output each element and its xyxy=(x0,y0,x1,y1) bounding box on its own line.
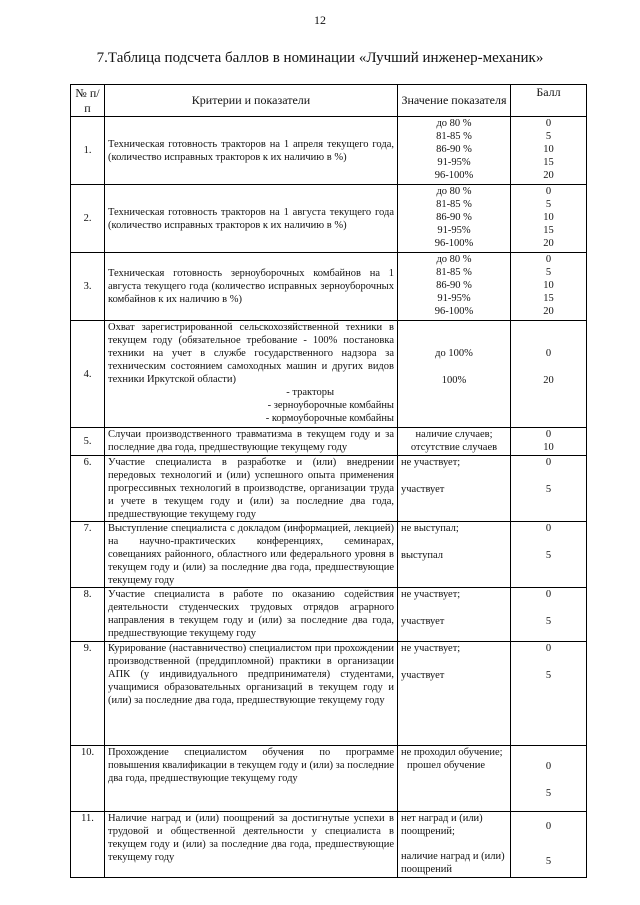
score-item: 5 xyxy=(545,788,552,799)
row-criteria: Прохождение специалистом обучения по программе повышения квалификации в текущем году и (или) за последние два года, предшествующие текущему году xyxy=(105,746,398,812)
score-item: 5 xyxy=(545,131,552,142)
value-item: не выступал; xyxy=(401,523,459,534)
value-item: выступал xyxy=(401,550,443,561)
row-number: 7. xyxy=(71,522,105,588)
row-criteria: Участие специалиста в разработке и (или) внедрении передовых технологий и (или) успешного опыта применения прогрессивных технологий в производстве, организации труда и учете в текущем году и (или) за последние два года, предшествующие текущему году xyxy=(105,456,398,522)
sub-item: - кормоуборочные комбайны xyxy=(265,413,394,424)
page-title: 7.Таблица подсчета баллов в номинации «Лучший инженер-механик» xyxy=(96,50,544,66)
row-scores xyxy=(511,185,587,253)
row-criteria: Курирование (наставничество) специалистом при прохождении производственной (преддипломной) практики в организации АПК (у индивидуального предпринимателя) студентами, учащимися образовательных организаций в текущем году и (или) за последние два года, предшествующие текущему году xyxy=(105,642,398,746)
row-criteria-cell xyxy=(105,321,398,428)
table-row xyxy=(71,253,587,321)
table-row xyxy=(71,746,587,812)
score-item: 5 xyxy=(545,267,552,278)
row-criteria: Техническая готовность тракторов на 1 апреля текущего года, (количество исправных тракторов к их наличию в %) xyxy=(105,117,398,185)
row-scores xyxy=(511,117,587,185)
score-item: 5 xyxy=(545,550,552,561)
row-number: 11. xyxy=(71,812,105,878)
header-value: Значение показателя xyxy=(398,85,511,117)
sub-item: - тракторы xyxy=(286,387,334,398)
score-item: 0 xyxy=(545,589,552,600)
score-item: 10 xyxy=(543,212,554,223)
value-item: 81-85 % xyxy=(436,131,472,142)
row-number: 6. xyxy=(71,456,105,522)
value-item: наличие наград и (или) поощрений xyxy=(401,851,505,875)
value-item: 86-90 % xyxy=(436,144,472,155)
score-item: 0 xyxy=(545,429,552,440)
value-item: 91-95% xyxy=(437,225,471,236)
value-item: до 100% xyxy=(435,348,473,359)
row-scores xyxy=(511,642,587,746)
header-score: Балл xyxy=(511,85,587,117)
score-item: 0 xyxy=(545,821,552,832)
row-scores xyxy=(511,456,587,522)
value-item: участвует xyxy=(401,616,445,627)
row-criteria: Охват зарегистрированной сельскохозяйственной техники в текущем году (обязательное требование - 100% постановка техники на учет в службе государственного надзора за техническим состоянием самоходных машин и других видов техники Иркутской области) xyxy=(108,322,394,385)
score-item: 5 xyxy=(545,670,552,681)
row-values xyxy=(398,185,511,253)
value-item: 100% xyxy=(441,375,467,386)
score-item: 5 xyxy=(545,484,552,495)
value-item: наличие случаев; xyxy=(415,429,493,440)
score-item: 20 xyxy=(543,238,554,249)
row-scores xyxy=(511,746,587,812)
row-scores xyxy=(511,321,587,428)
page-number: 12 xyxy=(314,13,326,27)
row-scores xyxy=(511,522,587,588)
value-item: прошел обучение xyxy=(407,760,486,771)
table-row xyxy=(71,522,587,588)
score-item: 5 xyxy=(545,616,552,627)
score-item: 5 xyxy=(545,856,552,867)
score-item: 0 xyxy=(545,118,552,129)
value-item: не участвует; xyxy=(401,589,461,600)
score-item: 20 xyxy=(543,170,554,181)
row-criteria: Выступление специалиста с докладом (информацией, лекцией) на научно-практических конференциях, семинарах, совещаниях районного, областного или федерального уровня в текущем году и (или) за последние два года, предшествующие текущему году xyxy=(105,522,398,588)
value-item: не проходил обучение; xyxy=(401,747,503,758)
score-item: 0 xyxy=(545,348,552,359)
table-row xyxy=(71,185,587,253)
score-item: 15 xyxy=(543,157,554,168)
header-num: № п/п xyxy=(71,85,105,117)
table-row xyxy=(71,428,587,456)
score-item: 0 xyxy=(545,254,552,265)
row-criteria: Техническая готовность тракторов на 1 августа текущего года (количество исправных тракторов к их наличию в %) xyxy=(105,185,398,253)
row-values xyxy=(398,456,511,522)
row-values xyxy=(398,812,511,878)
score-item: 0 xyxy=(545,457,552,468)
score-item: 10 xyxy=(543,280,554,291)
row-values xyxy=(398,428,511,456)
score-item: 10 xyxy=(543,144,554,155)
table-row xyxy=(71,812,587,878)
row-number: 5. xyxy=(71,428,105,456)
score-item: 0 xyxy=(545,761,552,772)
value-item: участвует xyxy=(401,484,445,495)
row-scores xyxy=(511,428,587,456)
table-header-row xyxy=(71,85,587,117)
value-item: 96-100% xyxy=(434,238,474,249)
score-item: 10 xyxy=(543,442,554,453)
score-item: 15 xyxy=(543,225,554,236)
value-item: нет наград и (или) поощрений; xyxy=(401,813,483,837)
value-item: 81-85 % xyxy=(436,267,472,278)
score-item: 0 xyxy=(545,523,552,534)
row-scores xyxy=(511,588,587,642)
score-item: 5 xyxy=(545,199,552,210)
value-item: 86-90 % xyxy=(436,280,472,291)
value-item: 91-95% xyxy=(437,157,471,168)
score-item: 20 xyxy=(543,375,554,386)
row-number: 4. xyxy=(71,321,105,428)
value-item: не участвует; xyxy=(401,457,461,468)
row-values xyxy=(398,253,511,321)
row-values xyxy=(398,588,511,642)
value-item: 86-90 % xyxy=(436,212,472,223)
row-values xyxy=(398,746,511,812)
value-item: отсутствие случаев xyxy=(410,442,498,453)
table-row xyxy=(71,117,587,185)
row-number: 10. xyxy=(71,746,105,812)
sub-item: - зерноуборочные комбайны xyxy=(267,400,394,411)
score-item: 20 xyxy=(543,306,554,317)
value-item: 96-100% xyxy=(434,170,474,181)
row-scores xyxy=(511,812,587,878)
row-criteria: Случаи производственного травматизма в текущем году и за последние два года, предшествующие текущему году xyxy=(105,428,398,456)
value-item: 81-85 % xyxy=(436,199,472,210)
value-item: 91-95% xyxy=(437,293,471,304)
row-values xyxy=(398,522,511,588)
row-values xyxy=(398,321,511,428)
table-row xyxy=(71,321,587,428)
table-row xyxy=(71,588,587,642)
row-criteria: Наличие наград и (или) поощрений за достигнутые успехи в трудовой и общественной деятельности у специалиста в текущем году и (или) за последние два года, предшествующие текущему году xyxy=(105,812,398,878)
row-number: 3. xyxy=(71,253,105,321)
header-criteria: Критерии и показатели xyxy=(105,85,398,117)
row-number: 9. xyxy=(71,642,105,746)
row-values xyxy=(398,117,511,185)
row-number: 8. xyxy=(71,588,105,642)
table-row xyxy=(71,642,587,746)
row-number: 1. xyxy=(71,117,105,185)
row-values xyxy=(398,642,511,746)
value-item: до 80 % xyxy=(436,254,472,265)
row-number: 2. xyxy=(71,185,105,253)
value-item: 96-100% xyxy=(434,306,474,317)
table-row xyxy=(71,456,587,522)
value-item: до 80 % xyxy=(436,118,472,129)
value-item: до 80 % xyxy=(436,186,472,197)
score-item: 0 xyxy=(545,643,552,654)
row-criteria: Техническая готовность зерноуборочных комбайнов на 1 августа текущего года (количество исправных зерноуборочных комбайнов к их наличию в %) xyxy=(105,253,398,321)
value-item: не участвует; xyxy=(401,643,461,654)
score-item: 0 xyxy=(545,186,552,197)
value-item: участвует xyxy=(401,670,445,681)
row-scores xyxy=(511,253,587,321)
scoring-table xyxy=(70,84,587,878)
score-item: 15 xyxy=(543,293,554,304)
row-criteria: Участие специалиста в работе по оказанию содействия деятельности студенческих трудовых отрядов аграрного направления в текущем году и (или) за последние два года, предшествующие текущему году xyxy=(105,588,398,642)
